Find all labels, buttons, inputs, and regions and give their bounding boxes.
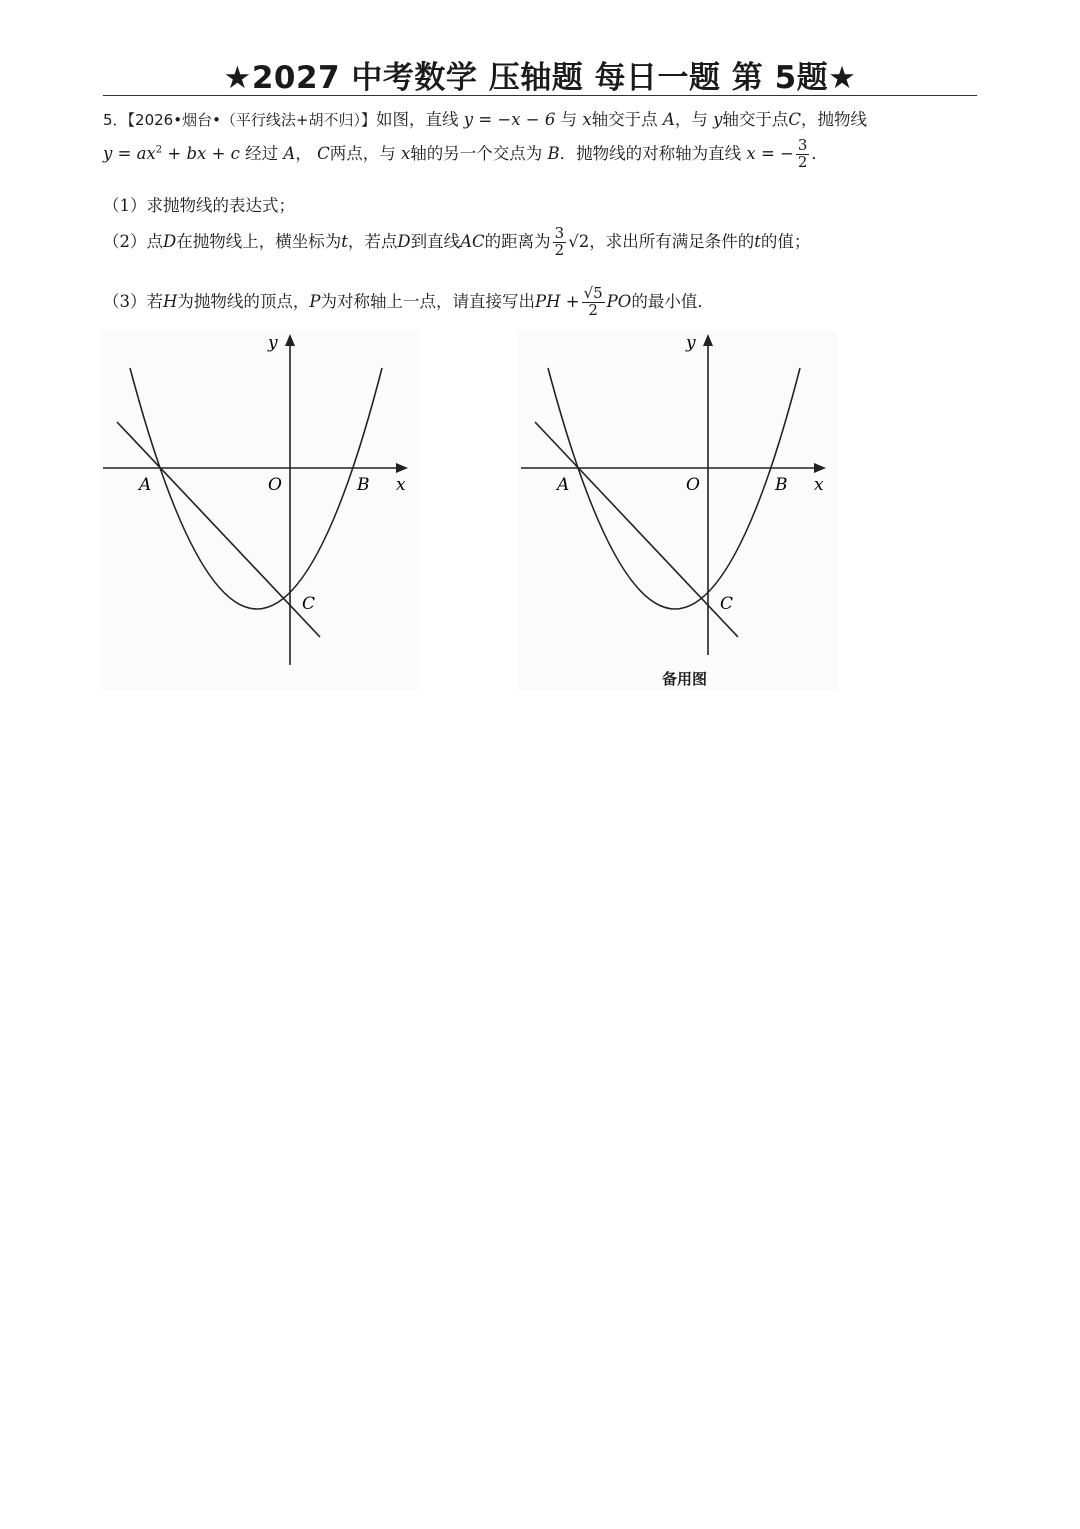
point-b: B	[547, 143, 560, 163]
var-x: x	[582, 110, 592, 129]
fraction-numerator: √5	[583, 284, 603, 302]
label-y: y	[268, 333, 278, 353]
label-c: C	[720, 594, 734, 614]
stem-text: ．抛物线的对称轴为直线	[559, 143, 742, 163]
stem-text: 轴的另一个交点为	[410, 143, 543, 163]
stem-text: ．	[811, 143, 828, 163]
point-a: A	[283, 143, 296, 163]
q3-text: 为对称轴上一点，请直接写出	[320, 291, 535, 311]
point-c: C	[317, 143, 330, 163]
var-t: t	[754, 231, 761, 251]
label-y: y	[686, 333, 696, 353]
fraction-numerator: 3	[554, 224, 565, 242]
q2-text: ，求出所有满足条件的	[589, 231, 755, 251]
line-ac: AC	[460, 231, 485, 251]
exponent: 2	[155, 144, 163, 156]
label-a: A	[557, 475, 570, 495]
question-3	[103, 286, 714, 319]
problem-number: 5．	[103, 111, 128, 129]
label-o: O	[268, 475, 282, 495]
q3-text: 为抛物线的顶点，	[177, 291, 310, 311]
question-2	[103, 226, 810, 259]
q2-text: 的值；	[760, 231, 811, 251]
stem-text: 如图，直线	[376, 110, 459, 129]
line-equation: y = −x − 6	[463, 110, 556, 129]
figure-1	[100, 330, 420, 690]
stem-text: ，	[295, 143, 312, 163]
label-x: x	[814, 475, 824, 495]
var-y: y	[713, 110, 723, 129]
q2-text: （2）点	[103, 231, 163, 251]
q3-text: （3）若	[103, 291, 163, 311]
stem-text: 与	[560, 110, 578, 129]
fraction-three-halves	[796, 138, 810, 171]
problem-line-1	[103, 106, 867, 130]
label-o: O	[686, 475, 700, 495]
stem-text: 两点，与	[329, 143, 396, 163]
figure-background	[518, 330, 838, 690]
var-x: x	[400, 143, 411, 163]
problem-source: 【2026•烟台•（平行线法+胡不归）】	[127, 111, 376, 129]
title-underline	[103, 95, 977, 96]
fraction-numerator: 3	[797, 136, 808, 154]
label-b: B	[775, 475, 788, 495]
figure-2	[518, 330, 838, 690]
point-a: A	[662, 110, 675, 129]
expr-po: PO	[606, 291, 632, 311]
q2-text: 的距离为	[484, 231, 551, 251]
q2-text: 在抛物线上，横坐标为	[176, 231, 342, 251]
expr-ph: PH +	[535, 291, 580, 311]
label-a: A	[139, 475, 152, 495]
parabola-equation-rest: + bx + c	[162, 143, 240, 163]
figure-background	[100, 330, 420, 690]
label-x: x	[396, 475, 406, 495]
point-c: C	[788, 110, 802, 129]
q2-text: ，若点	[347, 231, 398, 251]
label-c: C	[302, 594, 316, 614]
question-1: （1）求抛物线的表达式；	[103, 196, 295, 215]
stem-text: ，抛物线	[801, 110, 868, 129]
fraction-three-halves	[553, 226, 567, 259]
parabola-equation: y = ax	[103, 143, 156, 163]
fraction-denominator: 2	[588, 300, 598, 319]
figure-2-caption: 备用图	[662, 670, 708, 688]
fraction-sqrt5-halves	[582, 286, 605, 319]
stem-text: 经过	[245, 143, 279, 163]
var-t: t	[341, 231, 348, 251]
q3-text: 的最小值．	[631, 291, 714, 311]
page-title: ★2027 中考数学 压轴题 每日一题 第 5题★	[223, 60, 857, 96]
q2-text: 到直线	[410, 231, 461, 251]
fraction-denominator: 2	[554, 240, 565, 259]
stem-text: 轴交于点	[722, 110, 789, 129]
point-d: D	[397, 231, 411, 251]
problem-line-2	[103, 138, 828, 171]
point-h: H	[163, 291, 178, 311]
label-b: B	[357, 475, 370, 495]
fraction-denominator: 2	[797, 152, 808, 171]
stem-text: ，与	[674, 110, 708, 129]
point-d: D	[163, 231, 177, 251]
stem-text: 轴交于点	[591, 110, 658, 129]
axis-equation: x = −	[746, 143, 794, 163]
sqrt-two: √2	[568, 231, 590, 251]
point-p: P	[309, 291, 321, 311]
